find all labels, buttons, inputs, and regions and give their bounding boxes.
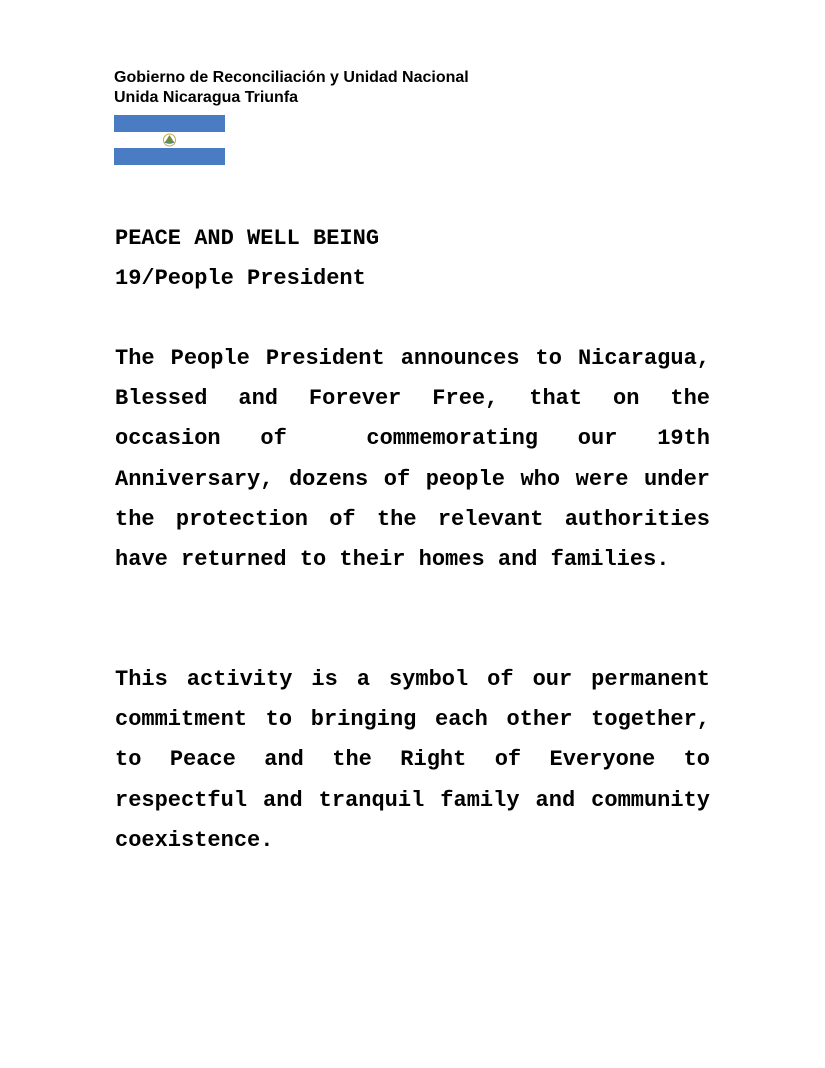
government-name: Gobierno de Reconciliación y Unidad Nacional xyxy=(114,69,469,86)
document-title: PEACE AND WELL BEING xyxy=(115,226,380,251)
document-heading xyxy=(115,219,379,299)
paragraph-commitment: This activity is a symbol of our permanent commitment to bringing each other together, to Peace and the Right of Everyone to respectful and tranquil family and community coexistence. xyxy=(115,667,724,853)
paragraph-announcement: The People President announces to Nicaragua, Blessed and Forever Free, that on the occasion of commemorating our 19th Anniversary, dozens of people who were under the protection of the relevant authorities have returned to their homes and families. xyxy=(115,346,724,573)
government-slogan: Unida Nicaragua Triunfa xyxy=(114,89,299,106)
coat-of-arms-icon xyxy=(164,134,176,146)
nicaragua-flag-icon xyxy=(114,115,225,165)
government-header xyxy=(114,68,469,108)
document-subtitle: 19/People President xyxy=(115,266,366,291)
